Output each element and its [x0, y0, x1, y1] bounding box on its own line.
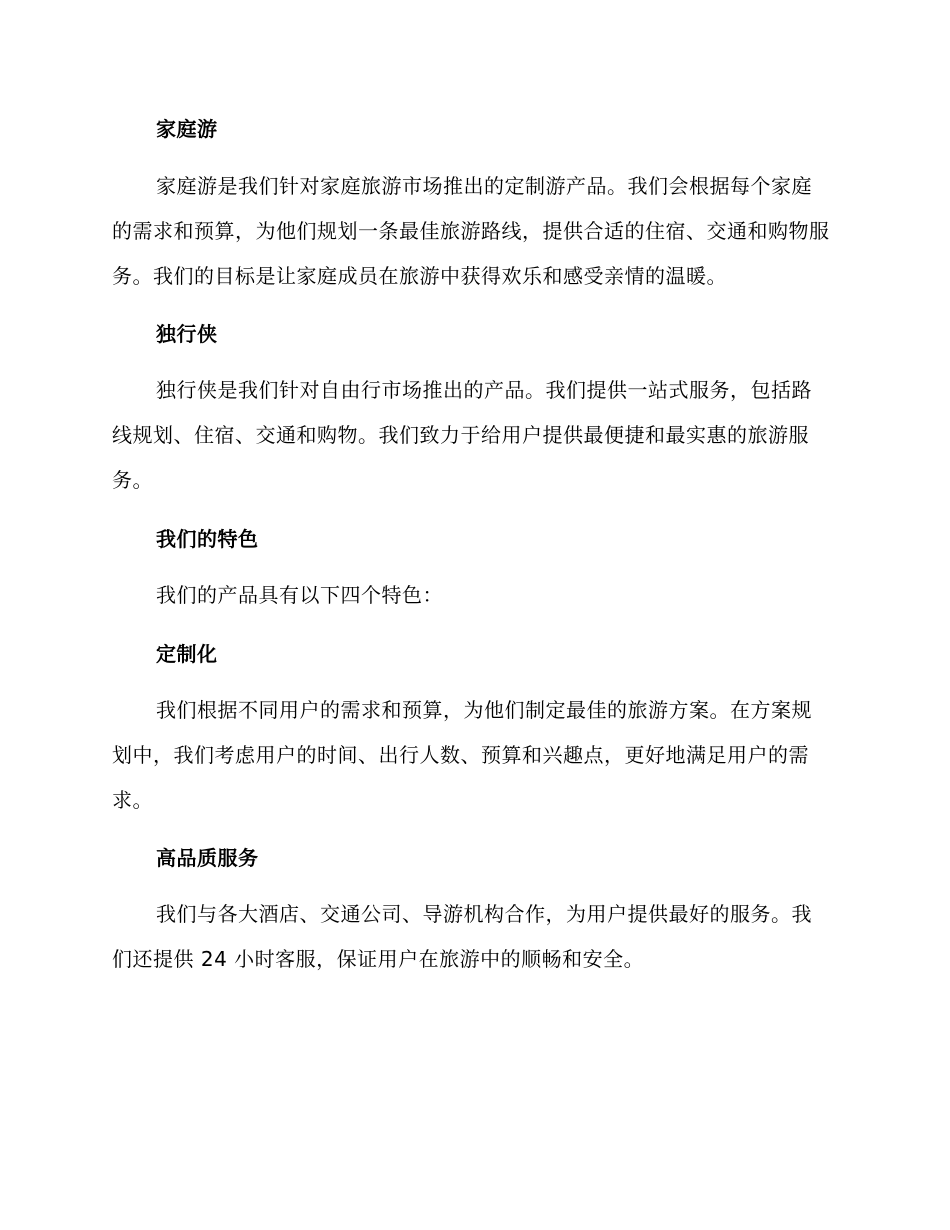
section-body-our-features: 我们的产品具有以下四个特色：: [156, 583, 443, 607]
section-body-customization: 我们根据不同用户的需求和预算，为他们制定最佳的旅游方案。在方案规划中，我们考虑用户的时间、出行人数、预算和兴趣点，更好地满足用户的需求。: [112, 698, 812, 812]
section-body-family-travel: 家庭游是我们针对家庭旅游市场推出的定制游产品。我们会根据每个家庭的需求和预算，为他们规划一条最佳旅游路线，提供合适的住宿、交通和购物服务。我们的目标是让家庭成员在旅游中获得欢乐和感受亲情的温暖。: [112, 174, 830, 288]
section-heading-our-features: 我们的特色: [156, 527, 259, 551]
section-heading-family-travel: 家庭游: [156, 117, 218, 141]
section-body-high-quality-service: 我们与各大酒店、交通公司、导游机构合作，为用户提供最好的服务。我们还提供 24 小时客服，保证用户在旅游中的顺畅和安全。: [112, 902, 812, 971]
section-heading-solo-travel: 独行侠: [156, 322, 218, 346]
section-heading-customization: 定制化: [156, 642, 218, 666]
section-body-solo-travel: 独行侠是我们针对自由行市场推出的产品。我们提供一站式服务，包括路线规划、住宿、交通和购物。我们致力于给用户提供最便捷和最实惠的旅游服务。: [112, 378, 812, 492]
section-heading-high-quality-service: 高品质服务: [156, 846, 259, 870]
